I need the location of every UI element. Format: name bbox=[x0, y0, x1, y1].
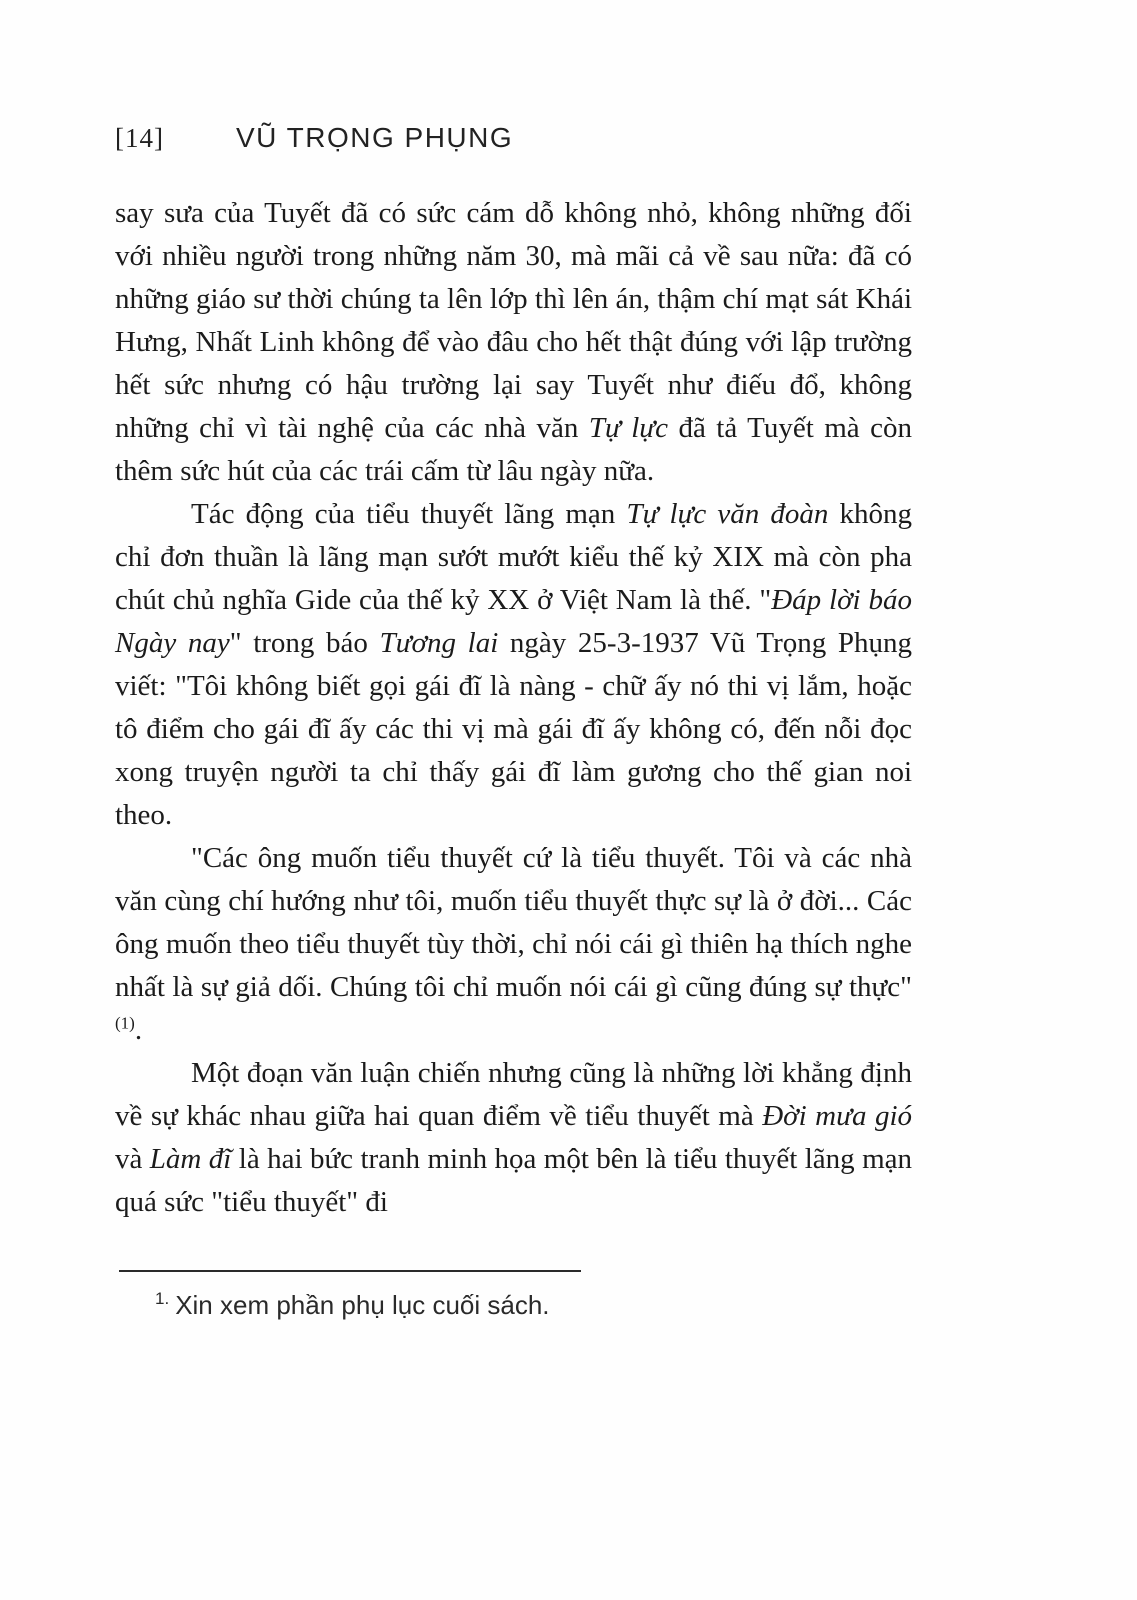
running-header bbox=[115, 122, 912, 154]
text-run: Tác động của tiểu thuyết lãng mạn bbox=[191, 498, 627, 530]
italic-text-run: Tự lực bbox=[588, 412, 668, 444]
footnote-marker: 1. bbox=[155, 1289, 170, 1309]
text-run: "Các ông muốn tiểu thuyết cứ là tiểu thuyết. Tôi và các nhà văn cùng chí hướng như tôi, muốn tiểu thuyết thực sự là ở đời... Các ông muốn theo tiểu thuyết tùy thời, chỉ nói cái gì thiên hạ thích nghe nhất là sự giả dối. Chúng tôi chỉ muốn nói cái gì cũng đúng sự thực" bbox=[115, 842, 912, 1003]
footnote-text: Xin xem phần phụ lục cuối sách. bbox=[175, 1290, 550, 1320]
footnote-reference: (1) bbox=[115, 1013, 135, 1033]
page-number: [14] bbox=[115, 123, 164, 153]
running-header-title: VŨ TRỌNG PHỤNG bbox=[235, 122, 514, 153]
text-run: và bbox=[115, 1143, 150, 1175]
paragraph bbox=[115, 493, 912, 837]
text-run: ngày 25-3-1937 Vũ Trọng Phụng viết: "Tôi không biết gọi gái đĩ là nàng - chữ ấy nó thi vị lắm, hoặc tô điểm cho gái đĩ ấy các thi vị mà gái đĩ ấy không có, đến nỗi đọc xong truyện người ta chỉ thấy gái đĩ làm gương cho thế gian noi theo. bbox=[115, 627, 913, 831]
text-run: Một đoạn văn luận chiến nhưng cũng là những lời khẳng định về sự khác nhau giữa hai quan điểm về tiểu thuyết mà bbox=[115, 1057, 912, 1132]
text-run: say sưa của Tuyết đã có sức cám dỗ không nhỏ, không những đối với nhiều người trong những năm 30, mà mãi cả về sau nữa: đã có những giáo sư thời chúng ta lên lớp thì lên án, thậm chí mạt sát Khái Hưng, Nhất Linh không để vào đâu cho hết thật đúng với lập trường hết sức nhưng có hậu trường lại say Tuyết như điếu đổ, không những chỉ vì tài nghệ của các nhà văn bbox=[115, 197, 912, 444]
paragraph bbox=[115, 1052, 912, 1224]
text-run: không chỉ đơn thuần là lãng mạn sướt mướt kiểu thế kỷ XIX mà còn pha chút chủ nghĩa Gide của thế kỷ XX ở Việt Nam là thế. " bbox=[115, 498, 913, 616]
paragraph bbox=[115, 837, 912, 1052]
italic-text-run: Tự lực văn đoàn bbox=[626, 498, 829, 530]
text-run: đã tả Tuyết mà còn thêm sức hút của các trái cấm từ lâu ngày nữa. bbox=[115, 412, 912, 487]
italic-text-run: Đời mưa gió bbox=[762, 1100, 912, 1132]
italic-text-run: Làm đĩ bbox=[149, 1143, 232, 1175]
italic-text-run: Đáp lời báo Ngày nay bbox=[115, 584, 912, 659]
text-run: " trong báo bbox=[229, 627, 380, 659]
footnote-divider bbox=[119, 1270, 581, 1272]
italic-text-run: Tương lai bbox=[379, 627, 499, 659]
page-content bbox=[115, 122, 912, 1322]
paragraph bbox=[115, 192, 912, 493]
body-text bbox=[115, 192, 912, 1224]
text-run: . bbox=[134, 1014, 143, 1046]
footnote bbox=[155, 1288, 912, 1322]
text-run: là hai bức tranh minh họa một bên là tiểu thuyết lãng mạn quá sức "tiểu thuyết" đi bbox=[115, 1143, 912, 1218]
